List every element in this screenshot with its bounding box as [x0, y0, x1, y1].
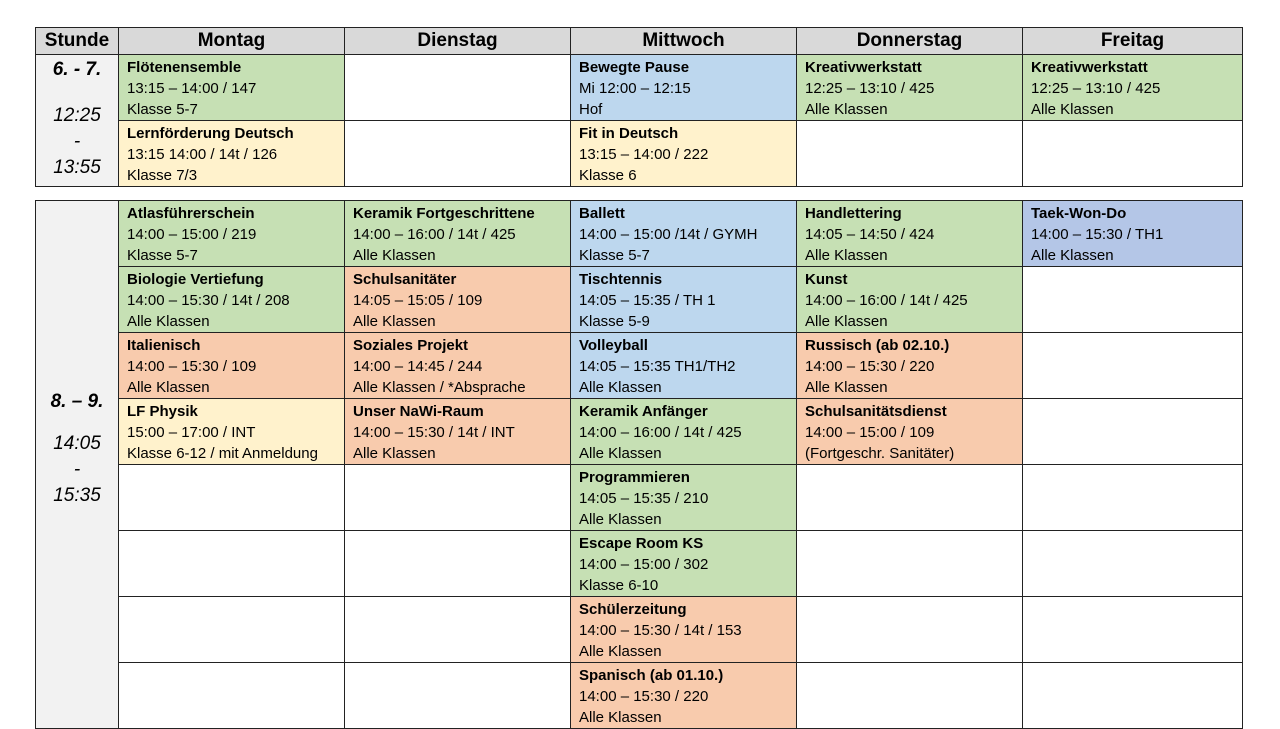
activity-cell	[345, 333, 571, 399]
activity-cell	[571, 663, 797, 729]
empty-cell	[797, 465, 1023, 531]
empty-cell	[797, 663, 1023, 729]
schedule-row	[36, 663, 1243, 729]
empty-cell	[119, 531, 345, 597]
activity-group: Klasse 5-7	[127, 101, 198, 118]
activity-group: Alle Klassen	[353, 247, 436, 264]
activity-time-room: 14:00 – 16:00 / 14t / 425	[353, 226, 516, 243]
period-start-time: 14:05	[53, 433, 101, 454]
activity-time-room: 14:00 – 15:00 / 219	[127, 226, 257, 243]
empty-cell	[345, 531, 571, 597]
activity-group: Alle Klassen	[579, 643, 662, 660]
empty-cell	[119, 663, 345, 729]
activity-group: Klasse 6-12 / mit Anmeldung	[127, 445, 318, 462]
schedule-row	[36, 333, 1243, 399]
activity-group: Alle Klassen / *Absprache	[353, 379, 526, 396]
period-cell	[36, 55, 119, 187]
empty-cell	[345, 597, 571, 663]
activity-group: Alle Klassen	[353, 445, 436, 462]
activity-time-room: 14:05 – 15:05 / 109	[353, 292, 483, 309]
activity-cell	[797, 267, 1023, 333]
activity-cell	[797, 55, 1023, 121]
empty-cell	[1023, 333, 1243, 399]
header-day: Freitag	[1023, 28, 1243, 55]
empty-cell	[797, 121, 1023, 187]
period-dash: -	[73, 459, 81, 480]
empty-cell	[1023, 531, 1243, 597]
empty-cell	[119, 597, 345, 663]
activity-title: Kreativwerkstatt	[805, 59, 922, 76]
activity-title: Russisch (ab 02.10.)	[805, 337, 950, 354]
activity-group: Alle Klassen	[579, 379, 662, 396]
activity-cell	[571, 201, 797, 267]
activity-title: Handlettering	[805, 205, 902, 222]
activity-title: Schulsanitätsdienst	[805, 403, 947, 420]
period-number: 8. – 9.	[50, 391, 104, 412]
empty-cell	[797, 531, 1023, 597]
empty-cell	[1023, 465, 1243, 531]
activity-title: Kunst	[805, 271, 848, 288]
header-day: Dienstag	[345, 28, 571, 55]
activity-group: (Fortgeschr. Sanitäter)	[805, 445, 955, 462]
empty-cell	[1023, 399, 1243, 465]
activity-title: Tischtennis	[579, 271, 663, 288]
activity-cell	[119, 201, 345, 267]
activity-time-room: 14:05 – 15:35 / 210	[579, 490, 709, 507]
activity-title: Keramik Anfänger	[579, 403, 708, 420]
period-end-time: 15:35	[53, 485, 101, 506]
empty-cell	[345, 465, 571, 531]
activity-time-room: 14:00 – 15:00 / 109	[805, 424, 935, 441]
schedule-row	[36, 399, 1243, 465]
activity-time-room: 12:25 – 13:10 / 425	[1031, 80, 1161, 97]
period-start-time: 12:25	[53, 105, 101, 126]
schedule-row	[36, 55, 1243, 121]
activity-group: Alle Klassen	[127, 313, 210, 330]
activity-cell	[797, 333, 1023, 399]
header-row	[36, 28, 1243, 55]
activity-title: Spanisch (ab 01.10.)	[579, 667, 724, 684]
activity-title: Volleyball	[579, 337, 648, 354]
activity-time-room: 14:00 – 15:30 / TH1	[1031, 226, 1164, 243]
activity-group: Alle Klassen	[579, 445, 662, 462]
header-day: Montag	[119, 28, 345, 55]
activity-cell	[119, 333, 345, 399]
activity-title: Unser NaWi-Raum	[353, 403, 484, 420]
activity-group: Klasse 5-7	[127, 247, 198, 264]
activity-group: Alle Klassen	[1031, 247, 1114, 264]
activity-group: Klasse 6	[579, 167, 637, 184]
activity-group: Alle Klassen	[579, 511, 662, 528]
activity-time-room: 14:00 – 15:30 / 14t / 153	[579, 622, 742, 639]
schedule-row	[36, 121, 1243, 187]
activity-cell	[119, 55, 345, 121]
schedule-row	[36, 597, 1243, 663]
activity-title: Programmieren	[579, 469, 690, 486]
activity-title: Soziales Projekt	[353, 337, 469, 354]
activity-title: Lernförderung Deutsch	[127, 125, 294, 142]
activity-group: Hof	[579, 101, 603, 118]
schedule-block-2	[35, 200, 1243, 729]
empty-cell	[1023, 267, 1243, 333]
activity-time-room: Mi 12:00 – 12:15	[579, 80, 691, 97]
activity-cell	[571, 333, 797, 399]
schedule-row	[36, 531, 1243, 597]
activity-time-room: 12:25 – 13:10 / 425	[805, 80, 935, 97]
activity-title: Escape Room KS	[579, 535, 704, 552]
activity-group: Alle Klassen	[805, 379, 888, 396]
activity-cell	[1023, 201, 1243, 267]
empty-cell	[1023, 597, 1243, 663]
activity-cell	[119, 399, 345, 465]
activity-time-room: 14:00 – 15:00 /14t / GYMH	[579, 226, 758, 243]
activity-group: Klasse 5-7	[579, 247, 650, 264]
activity-cell	[571, 55, 797, 121]
header-stunde: Stunde	[36, 28, 119, 55]
activity-time-room: 14:05 – 15:35 TH1/TH2	[579, 358, 736, 375]
period-number: 6. - 7.	[52, 59, 102, 80]
activity-group: Alle Klassen	[805, 247, 888, 264]
period-cell	[36, 201, 119, 729]
activity-title: Schulsanitäter	[353, 271, 457, 288]
activity-time-room: 14:00 – 15:30 / 14t / INT	[353, 424, 515, 441]
activity-time-room: 14:00 – 14:45 / 244	[353, 358, 483, 375]
activity-group: Alle Klassen	[805, 101, 888, 118]
activity-time-room: 14:05 – 15:35 / TH 1	[579, 292, 716, 309]
empty-cell	[1023, 121, 1243, 187]
activity-time-room: 13:15 – 14:00 / 222	[579, 146, 709, 163]
activity-cell	[571, 465, 797, 531]
activity-cell	[345, 201, 571, 267]
activity-group: Klasse 7/3	[127, 167, 198, 184]
activity-cell	[571, 531, 797, 597]
activity-cell	[571, 121, 797, 187]
activity-title: Fit in Deutsch	[579, 125, 679, 142]
activity-cell	[571, 597, 797, 663]
activity-time-room: 13:15 14:00 / 14t / 126	[127, 146, 278, 163]
activity-group: Alle Klassen	[805, 313, 888, 330]
activity-cell	[797, 201, 1023, 267]
activity-cell	[1023, 55, 1243, 121]
activity-title: Ballett	[579, 205, 625, 222]
activity-cell	[797, 399, 1023, 465]
period-dash: -	[73, 131, 81, 152]
activity-time-room: 14:00 – 15:30 / 109	[127, 358, 257, 375]
activity-title: LF Physik	[127, 403, 198, 420]
activity-group: Klasse 5-9	[579, 313, 650, 330]
activity-group: Alle Klassen	[1031, 101, 1114, 118]
period-end-time: 13:55	[53, 157, 101, 178]
activity-title: Keramik Fortgeschrittene	[353, 205, 535, 222]
activity-time-room: 14:00 – 15:30 / 220	[579, 688, 709, 705]
activity-group: Klasse 6-10	[579, 577, 659, 594]
empty-cell	[797, 597, 1023, 663]
activity-time-room: 13:15 – 14:00 / 147	[127, 80, 257, 97]
empty-cell	[345, 121, 571, 187]
schedule-block-1	[35, 54, 1243, 187]
empty-cell	[345, 55, 571, 121]
activity-cell	[119, 267, 345, 333]
header-table	[35, 27, 1243, 55]
activity-time-room: 14:00 – 16:00 / 14t / 425	[579, 424, 742, 441]
activity-cell	[345, 399, 571, 465]
header-day: Donnerstag	[797, 28, 1023, 55]
activity-group: Alle Klassen	[127, 379, 210, 396]
schedule-row	[36, 201, 1243, 267]
empty-cell	[1023, 663, 1243, 729]
empty-cell	[119, 465, 345, 531]
activity-title: Atlasführerschein	[127, 205, 255, 222]
activity-time-room: 14:05 – 14:50 / 424	[805, 226, 935, 243]
activity-title: Taek-Won-Do	[1031, 205, 1127, 222]
activity-time-room: 14:00 – 15:30 / 14t / 208	[127, 292, 290, 309]
header-day: Mittwoch	[571, 28, 797, 55]
schedule-row	[36, 465, 1243, 531]
activity-time-room: 14:00 – 15:30 / 220	[805, 358, 935, 375]
activity-cell	[345, 267, 571, 333]
activity-title: Kreativwerkstatt	[1031, 59, 1148, 76]
activity-time-room: 14:00 – 16:00 / 14t / 425	[805, 292, 968, 309]
activity-time-room: 14:00 – 15:00 / 302	[579, 556, 709, 573]
activity-title: Bewegte Pause	[579, 59, 690, 76]
activity-title: Schülerzeitung	[579, 601, 687, 618]
activity-title: Flötenensemble	[127, 59, 242, 76]
activity-title: Biologie Vertiefung	[127, 271, 264, 288]
activity-time-room: 15:00 – 17:00 / INT	[127, 424, 256, 441]
activity-title: Italienisch	[127, 337, 201, 354]
activity-cell	[119, 121, 345, 187]
activity-group: Alle Klassen	[353, 313, 436, 330]
activity-cell	[571, 399, 797, 465]
activity-cell	[571, 267, 797, 333]
activity-group: Alle Klassen	[579, 709, 662, 726]
schedule-row	[36, 267, 1243, 333]
empty-cell	[345, 663, 571, 729]
